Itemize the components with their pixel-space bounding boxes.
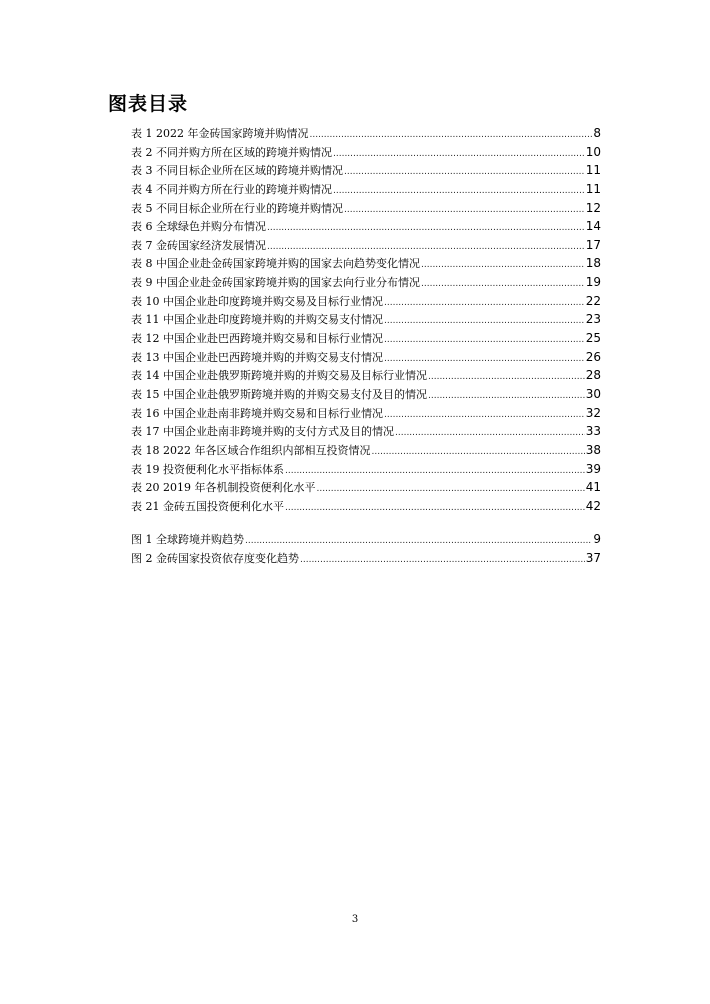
table-entry-label: 表 11 中国企业赴印度跨境并购的并购交易支付情况 bbox=[131, 313, 383, 327]
table-entry[interactable] bbox=[131, 404, 601, 423]
table-entry-page-number: 23 bbox=[585, 312, 601, 327]
figure-list bbox=[131, 530, 601, 567]
table-entry-label: 表 5 不同目标企业所在行业的跨境并购情况 bbox=[131, 201, 343, 215]
table-entry-label: 表 19 投资便利化水平指标体系 bbox=[131, 462, 284, 476]
dot-leader bbox=[344, 201, 585, 220]
table-entry-label: 表 2 不同并购方所在区域的跨境并购情况 bbox=[131, 145, 332, 159]
table-entry[interactable] bbox=[131, 348, 601, 367]
dot-leader bbox=[421, 256, 585, 275]
table-entry-page-number: 22 bbox=[585, 293, 601, 308]
table-entry[interactable] bbox=[131, 161, 601, 180]
table-entry[interactable] bbox=[131, 273, 601, 292]
table-entry-label: 表 18 2022 年各区域合作组织内部相互投资情况 bbox=[131, 443, 371, 457]
table-entry[interactable] bbox=[131, 366, 601, 385]
dot-leader bbox=[333, 182, 585, 201]
dot-leader bbox=[384, 294, 585, 313]
table-entry-page-number: 28 bbox=[585, 368, 601, 383]
dot-leader bbox=[428, 387, 585, 406]
dot-leader bbox=[371, 443, 584, 462]
table-entry-page-number: 30 bbox=[585, 386, 601, 401]
table-entry-label: 表 4 不同并购方所在行业的跨境并购情况 bbox=[131, 182, 332, 196]
table-entry[interactable] bbox=[131, 292, 601, 311]
table-entry-label: 表 13 中国企业赴巴西跨境并购的并购交易支付情况 bbox=[131, 350, 383, 364]
table-entry[interactable] bbox=[131, 124, 601, 143]
table-entry-label: 表 1 2022 年金砖国家跨境并购情况 bbox=[131, 127, 309, 140]
table-entry[interactable] bbox=[131, 329, 601, 348]
table-entry[interactable] bbox=[131, 310, 601, 329]
table-entry-page-number: 8 bbox=[593, 126, 601, 140]
figure-entry-label: 图 2 金砖国家投资依存度变化趋势 bbox=[131, 551, 299, 565]
figure-entry-label: 图 1 全球跨境并购趋势 bbox=[131, 533, 244, 546]
figure-entry-page-number: 37 bbox=[585, 550, 601, 565]
figure-entry-page-number: 9 bbox=[593, 532, 601, 546]
table-entry-label: 表 3 不同目标企业所在区域的跨境并购情况 bbox=[131, 164, 343, 178]
table-list bbox=[131, 124, 601, 515]
table-entry[interactable] bbox=[131, 217, 601, 236]
table-entry-page-number: 11 bbox=[585, 181, 601, 196]
table-entry-label: 表 7 金砖国家经济发展情况 bbox=[131, 238, 266, 252]
table-entry-page-number: 10 bbox=[585, 144, 601, 159]
table-entry-label: 表 14 中国企业赴俄罗斯跨境并购的并购交易及目标行业情况 bbox=[131, 369, 427, 383]
table-entry[interactable] bbox=[131, 385, 601, 404]
table-entry[interactable] bbox=[131, 199, 601, 218]
table-entry-page-number: 18 bbox=[585, 256, 601, 271]
dot-leader bbox=[309, 126, 592, 145]
table-entry-page-number: 14 bbox=[585, 219, 601, 234]
dot-leader bbox=[344, 163, 585, 182]
table-entry[interactable] bbox=[131, 236, 601, 255]
dot-leader bbox=[267, 219, 585, 238]
table-entry-page-number: 11 bbox=[585, 163, 601, 178]
dot-leader bbox=[395, 424, 585, 443]
page-title: 图表目录 bbox=[108, 93, 189, 115]
dot-leader bbox=[384, 350, 585, 369]
table-entry-label: 表 10 中国企业赴印度跨境并购交易及目标行业情况 bbox=[131, 294, 383, 308]
table-entry[interactable] bbox=[131, 478, 601, 497]
table-entry-label: 表 21 金砖五国投资便利化水平 bbox=[131, 499, 284, 513]
table-entry-label: 表 9 中国企业赴金砖国家跨境并购的国家去向行业分布情况 bbox=[131, 276, 420, 290]
dot-leader bbox=[421, 275, 585, 294]
dot-leader bbox=[245, 532, 592, 551]
figure-entry[interactable] bbox=[131, 530, 601, 549]
dot-leader bbox=[316, 480, 584, 499]
table-entry-label: 表 16 中国企业赴南非跨境并购交易和目标行业情况 bbox=[131, 406, 383, 420]
table-entry[interactable] bbox=[131, 180, 601, 199]
table-entry-label: 表 17 中国企业赴南非跨境并购的支付方式及目的情况 bbox=[131, 425, 394, 439]
table-entry-label: 表 15 中国企业赴俄罗斯跨境并购的并购交易支付及目的情况 bbox=[131, 387, 427, 401]
table-entry-label: 表 12 中国企业赴巴西跨境并购交易和目标行业情况 bbox=[131, 332, 383, 346]
dot-leader bbox=[333, 145, 585, 164]
page-number: 3 bbox=[351, 914, 359, 925]
table-entry[interactable] bbox=[131, 460, 601, 479]
table-entry-page-number: 26 bbox=[585, 349, 601, 364]
dot-leader bbox=[384, 331, 585, 350]
figure-entry[interactable] bbox=[131, 549, 601, 568]
table-entry[interactable] bbox=[131, 422, 601, 441]
table-entry-page-number: 38 bbox=[585, 442, 601, 457]
table-entry-label: 表 6 全球绿色并购分布情况 bbox=[131, 220, 266, 234]
table-entry[interactable] bbox=[131, 254, 601, 273]
dot-leader bbox=[428, 368, 585, 387]
table-entry-page-number: 17 bbox=[585, 237, 601, 252]
dot-leader bbox=[384, 406, 585, 425]
dot-leader bbox=[384, 312, 585, 331]
table-entry-page-number: 39 bbox=[585, 461, 601, 476]
table-entry-label: 表 20 2019 年各机制投资便利化水平 bbox=[131, 481, 316, 495]
dot-leader bbox=[300, 551, 585, 570]
dot-leader bbox=[285, 462, 585, 481]
table-entry-label: 表 8 中国企业赴金砖国家跨境并购的国家去向趋势变化情况 bbox=[131, 257, 420, 271]
table-entry-page-number: 25 bbox=[585, 331, 601, 346]
table-entry-page-number: 32 bbox=[585, 405, 601, 420]
dot-leader bbox=[285, 499, 585, 518]
table-entry-page-number: 12 bbox=[585, 200, 601, 215]
table-entry[interactable] bbox=[131, 497, 601, 516]
table-entry[interactable] bbox=[131, 143, 601, 162]
table-entry-page-number: 19 bbox=[585, 275, 601, 290]
table-entry-page-number: 33 bbox=[585, 424, 601, 439]
dot-leader bbox=[267, 238, 585, 257]
table-entry-page-number: 41 bbox=[585, 480, 601, 495]
table-entry[interactable] bbox=[131, 441, 601, 460]
table-entry-page-number: 42 bbox=[585, 498, 601, 513]
